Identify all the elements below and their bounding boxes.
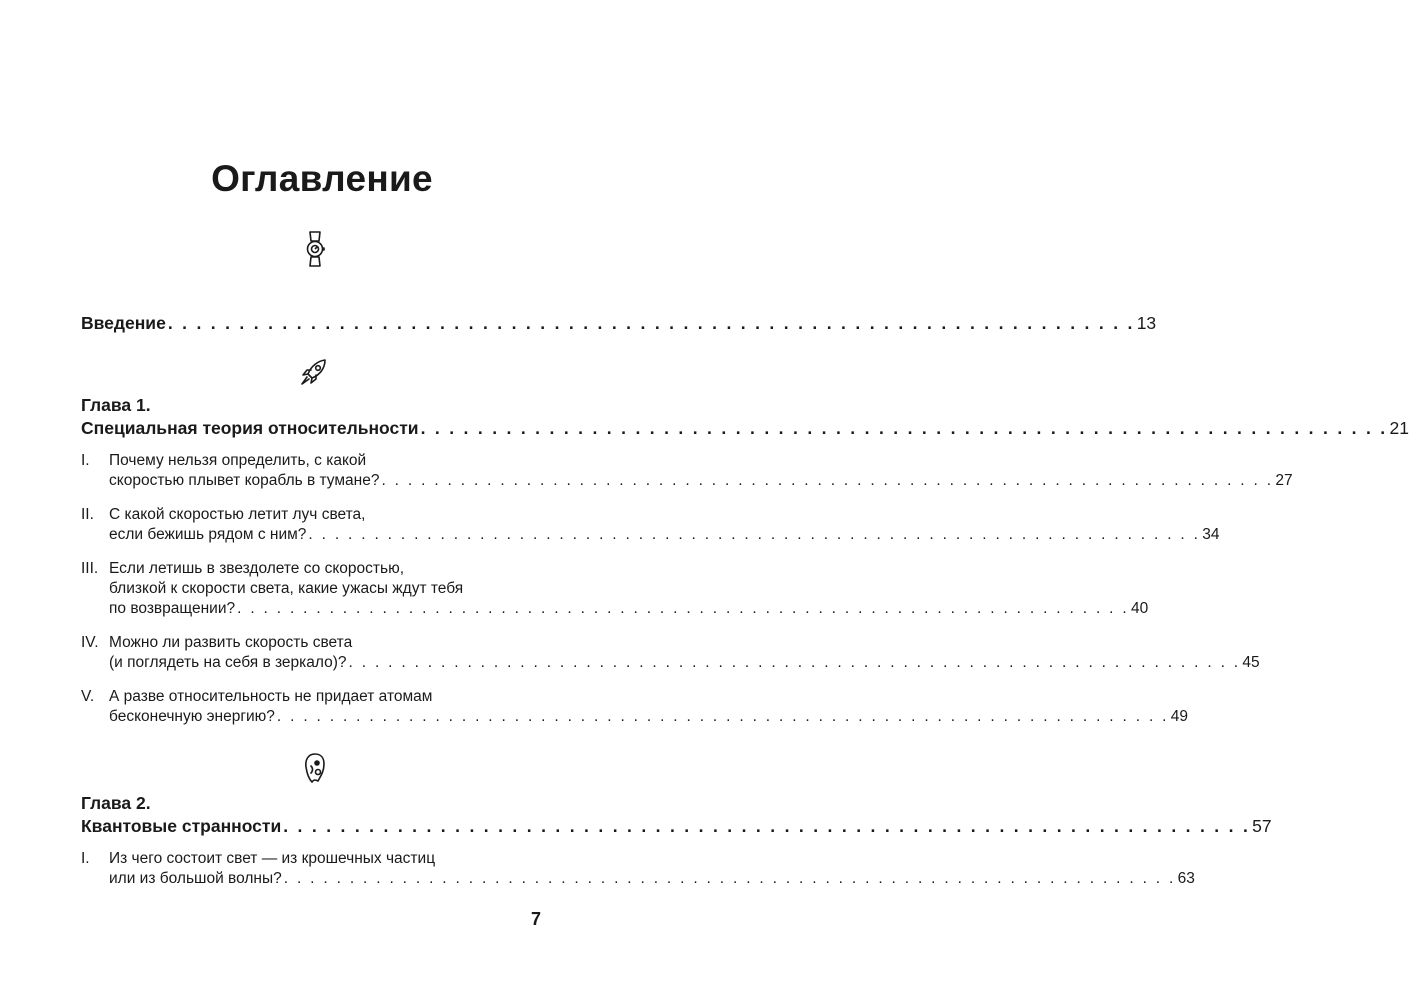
toc-entry-chapter-2[interactable]: [81, 816, 1272, 837]
leader-dots: . . . . . . . . . . . . . . . . . . . . . . . . . . . . . . . . . . . . . . . . . . . . . . . . . . . . . . . . . . . . . . . . . . . .: [308, 526, 1201, 543]
page-number: 40: [1130, 600, 1149, 617]
item-text-line: Можно ли развить скорость света: [109, 634, 353, 651]
entry-title: Специальная теория относительности: [81, 418, 419, 438]
item-text-line: близкой к скорости света, какие ужасы ждут тебя: [109, 580, 464, 597]
page-number: 13: [1136, 313, 1157, 333]
item-number: IV.: [81, 634, 99, 651]
entry-title: или из большой волны?: [109, 870, 282, 887]
item-number: I.: [81, 850, 90, 867]
entry-title: Введение: [81, 313, 166, 333]
ghost-icon: [303, 752, 327, 784]
item-text-line: А разве относительность не придает атомам: [109, 688, 433, 705]
entry-title: если бежишь рядом с ним?: [109, 526, 307, 543]
page-title: Оглавление: [211, 158, 433, 199]
toc-entry-1-2[interactable]: [109, 526, 1220, 544]
page-number: 63: [1177, 870, 1195, 887]
chapter-1-heading: Глава 1.: [81, 395, 151, 415]
item-text-line: Почему нельзя определить, с какой: [109, 452, 367, 469]
leader-dots: . . . . . . . . . . . . . . . . . . . . . . . . . . . . . . . . . . . . . . . . . . . . . . . . . . . . . . . . . . . . . . . . . . . .: [381, 472, 1274, 489]
toc-entry-1-4[interactable]: [109, 654, 1260, 672]
leader-dots: . . . . . . . . . . . . . . . . . . . . . . . . . . . . . . . . . . . . . . . . . . . . . . . . . . . . . . . . . . . . . . . . . . . .: [167, 313, 1135, 333]
toc-entry-introduction[interactable]: [81, 313, 1157, 334]
leader-dots: . . . . . . . . . . . . . . . . . . . . . . . . . . . . . . . . . . . . . . . . . . . . . . . . . . . . . . . . . . . . . . . . . . . .: [420, 418, 1388, 438]
item-text-line: С какой скоростью летит луч света,: [109, 506, 366, 523]
leader-dots: . . . . . . . . . . . . . . . . . . . . . . . . . . . . . . . . . . . . . . . . . . . . . . . . . . . . . . . . . . . . . . . . . . . .: [283, 816, 1251, 836]
page-folio: 7: [530, 909, 541, 929]
page-number: 45: [1242, 654, 1260, 671]
page-number: 57: [1252, 816, 1272, 836]
wristwatch-icon: [304, 230, 326, 268]
page-number: 49: [1170, 708, 1189, 725]
toc-entry-1-1[interactable]: [109, 472, 1293, 490]
leader-dots: . . . . . . . . . . . . . . . . . . . . . . . . . . . . . . . . . . . . . . . . . . . . . . . . . . . . . . . . . . . . . . . . . . . .: [348, 654, 1241, 671]
page-number: 21: [1389, 418, 1409, 438]
item-number: III.: [81, 560, 99, 577]
entry-title: скоростью плывет корабль в тумане?: [109, 472, 380, 489]
toc-entry-1-3[interactable]: [109, 600, 1149, 618]
item-text-line: Из чего состоит свет — из крошечных частиц: [109, 850, 436, 867]
item-number: II.: [81, 506, 94, 523]
leader-dots: . . . . . . . . . . . . . . . . . . . . . . . . . . . . . . . . . . . . . . . . . . . . . . . . . . . . . . . . . . . . . . . . . . . .: [237, 600, 1129, 617]
item-number: V.: [81, 688, 95, 705]
rocket-icon: [298, 356, 330, 388]
entry-title: Квантовые странности: [81, 816, 282, 836]
leader-dots: . . . . . . . . . . . . . . . . . . . . . . . . . . . . . . . . . . . . . . . . . . . . . . . . . . . . . . . . . . . . . . . . . . . .: [276, 708, 1169, 725]
entry-title: (и поглядеть на себя в зеркало)?: [109, 654, 347, 671]
page-number: 34: [1202, 526, 1220, 543]
leader-dots: . . . . . . . . . . . . . . . . . . . . . . . . . . . . . . . . . . . . . . . . . . . . . . . . . . . . . . . . . . . . . . . . . . . .: [283, 870, 1176, 887]
item-text-line: Если летишь в звездолете со скоростью,: [109, 560, 404, 577]
toc-entry-1-5[interactable]: [109, 708, 1189, 726]
entry-title: по возвращении?: [109, 600, 236, 617]
item-number: I.: [81, 452, 90, 469]
entry-title: бесконечную энергию?: [109, 708, 275, 725]
toc-entry-2-1[interactable]: [109, 870, 1195, 888]
page-number: 27: [1275, 472, 1293, 489]
toc-entry-chapter-1[interactable]: [81, 418, 1409, 439]
chapter-2-heading: Глава 2.: [81, 793, 151, 813]
